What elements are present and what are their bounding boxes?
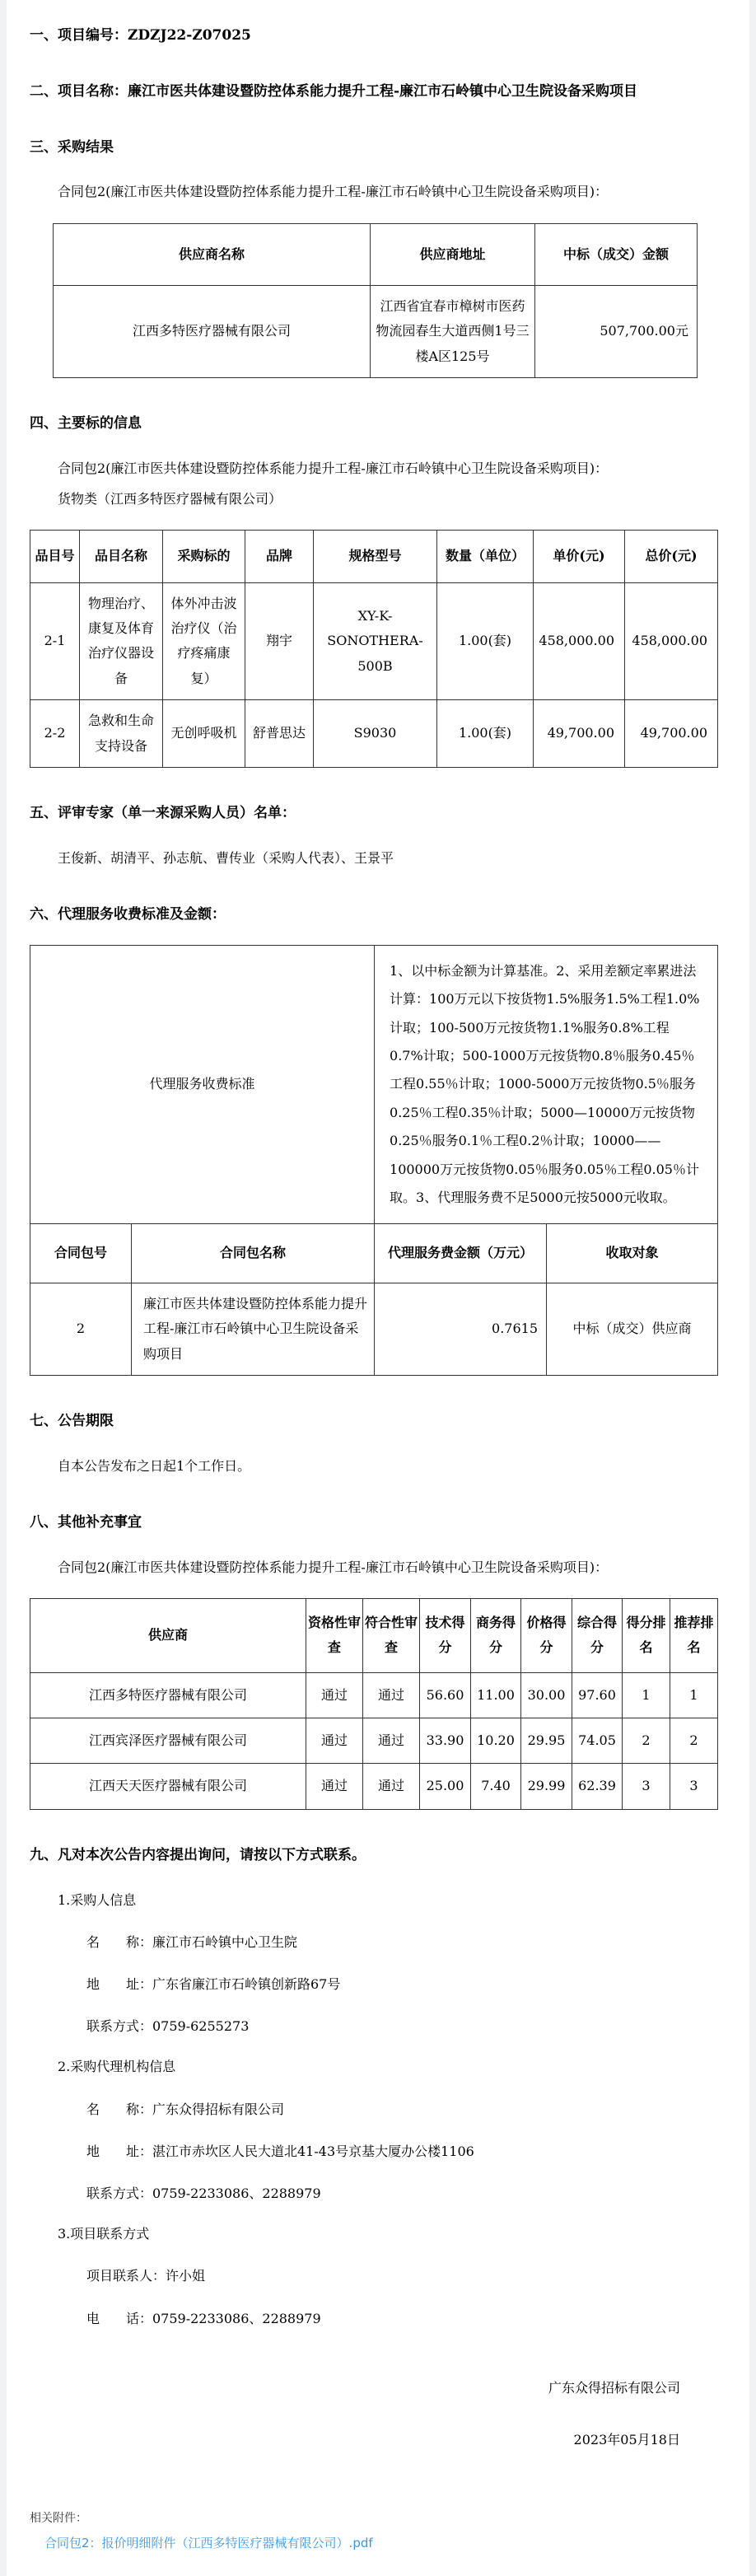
procurement-result-heading: 三、采购结果: [30, 138, 114, 156]
column-header: 规格型号: [314, 531, 437, 582]
item-name-cell: 急救和生命支持设备: [80, 700, 163, 768]
purchaser-contact: 联系方式：0759-6255273: [86, 2018, 250, 2035]
main-subject-heading: 四、主要标的信息: [30, 415, 142, 432]
column-header: 资格性审查: [306, 1598, 363, 1672]
agency-fee-table: [30, 945, 718, 1376]
procurement-result-intro: 合同包2(廉江市医共体建设暨防控体系能力提升工程-廉江市石岭镇中心卫生院设备采购项目)：: [58, 184, 609, 200]
conformity-cell: 通过: [363, 1672, 420, 1718]
qualification-cell: 通过: [306, 1764, 363, 1809]
total-score-cell: 62.39: [572, 1764, 623, 1809]
purchaser-address: 地 址：广东省廉江市石岭镇创新路67号: [86, 1976, 341, 1992]
tech-score-cell: 56.60: [420, 1672, 471, 1718]
table-row: [30, 1672, 718, 1718]
signature-date: 2023年05月18日: [573, 2431, 680, 2447]
column-header: 推荐排名: [670, 1598, 718, 1672]
brand-cell: 翔宇: [245, 582, 314, 700]
experts-heading: 五、评审专家（单一来源采购人员）名单：: [30, 805, 296, 822]
column-header: 总价(元): [625, 531, 718, 582]
price-score-cell: 29.95: [521, 1718, 572, 1764]
goods-category-line: 货物类（江西多特医疗器械有限公司）: [58, 491, 282, 507]
attachments-footer: [30, 2509, 726, 2551]
table-row: [54, 285, 698, 377]
supplier-name-cell: 江西多特医疗器械有限公司: [30, 1672, 306, 1718]
column-header: 收取对象: [547, 1224, 718, 1283]
announcement-period-body: 自本公告发布之日起1个工作日。: [58, 1457, 251, 1474]
agency-name: 名 称：广东众得招标有限公司: [86, 2101, 285, 2117]
experts-names: 王俊新、胡清平、孙志航、曹传业（采购人代表）、王景平: [58, 849, 394, 866]
recommend-rank-cell: 1: [670, 1672, 718, 1718]
column-header: 合同包号: [30, 1224, 132, 1283]
purchaser-info-title: 1.采购人信息: [58, 1891, 137, 1908]
supplier-name-cell: 江西多特医疗器械有限公司: [54, 285, 371, 377]
project-name-heading: 二、项目名称：廉江市医共体建设暨防控体系能力提升工程-廉江市石岭镇中心卫生院设备采购项目: [30, 82, 638, 100]
table-row: [30, 1283, 718, 1375]
fee-amount-cell: 0.7615: [375, 1283, 547, 1375]
column-header: 供应商: [30, 1598, 306, 1672]
column-header: 采购标的: [163, 531, 245, 582]
column-header: 代理服务费金额（万元）: [375, 1224, 547, 1283]
column-header: 符合性审查: [363, 1598, 420, 1672]
item-name-cell: 物理治疗、康复及体育治疗仪器设备: [80, 582, 163, 700]
table-header-row: [30, 531, 718, 582]
agency-address: 地 址：湛江市赤坎区人民大道北41-43号京基大厦办公楼1106: [86, 2143, 474, 2159]
table-row: [30, 1718, 718, 1764]
procurement-result-table: [53, 223, 698, 379]
column-header: 供应商名称: [54, 223, 371, 285]
column-header: 技术得分: [420, 1598, 471, 1672]
total-price-cell: 458,000.00: [625, 582, 718, 700]
conformity-cell: 通过: [363, 1764, 420, 1809]
table-header-row: [30, 1598, 718, 1672]
recommend-rank-cell: 2: [670, 1718, 718, 1764]
fee-standard-row: [30, 945, 718, 1224]
supplier-score-table: [30, 1598, 718, 1810]
column-header: 得分排名: [623, 1598, 670, 1672]
announcement-period-heading: 七、公告期限: [30, 1412, 114, 1429]
column-header: 供应商地址: [371, 223, 535, 285]
business-score-cell: 7.40: [471, 1764, 521, 1809]
column-header: 商务得分: [471, 1598, 521, 1672]
conformity-cell: 通过: [363, 1718, 420, 1764]
quantity-cell: 1.00(套): [437, 700, 534, 768]
column-header: 综合得分: [572, 1598, 623, 1672]
item-subject-cell: 无创呼吸机: [163, 700, 245, 768]
total-score-cell: 74.05: [572, 1718, 623, 1764]
package-name-cell: 廉江市医共体建设暨防控体系能力提升工程-廉江市石岭镇中心卫生院设备采购项目: [132, 1283, 375, 1375]
fee-payer-cell: 中标（成交）供应商: [547, 1283, 718, 1375]
total-price-cell: 49,700.00: [625, 700, 718, 768]
project-contact-title: 3.项目联系方式: [58, 2226, 150, 2242]
supplier-name-cell: 江西宾泽医疗器械有限公司: [30, 1718, 306, 1764]
project-contact-person: 项目联系人：许小姐: [86, 2268, 206, 2284]
column-header: 价格得分: [521, 1598, 572, 1672]
qualification-cell: 通过: [306, 1672, 363, 1718]
purchaser-name: 名 称：廉江市石岭镇中心卫生院: [86, 1933, 298, 1950]
column-header: 单价(元): [534, 531, 625, 582]
fee-standard-label: 代理服务收费标准: [30, 945, 375, 1224]
table-header-row: [30, 1224, 718, 1283]
brand-cell: 舒普思达: [245, 700, 314, 768]
project-number-heading: 一、项目编号：ZDZJ22-Z07025: [30, 27, 251, 44]
score-rank-cell: 1: [623, 1672, 670, 1718]
column-header: 品牌: [245, 531, 314, 582]
fee-standard-text: 1、以中标金额为计算基准。2、采用差额定率累进法计算：100万元以下按货物1.5%服务1.5%工程1.0%计取；100-500万元按货物1.1%服务0.8%工程0.7%计取；500-1000万元按货物0.8％服务0.45％工程0.55％计取；1000-5000万元按货物0.5％服务0.25％工程0.35％计取；5000—10000万元按货物0.25％服务0.1％工程0.2％计取；10000——100000万元按货物0.05％服务0.05％工程0.05％计取。3、代理服务费不足5000元按5000元收取。: [375, 945, 718, 1224]
column-header: 品目号: [30, 531, 80, 582]
business-score-cell: 10.20: [471, 1718, 521, 1764]
attachment-pdf-link[interactable]: 合同包2：报价明细附件（江西多特医疗器械有限公司）.pdf: [44, 2535, 373, 2550]
main-subject-intro: 合同包2(廉江市医共体建设暨防控体系能力提升工程-廉江市石岭镇中心卫生院设备采购项目)：: [58, 460, 609, 476]
item-no-cell: 2-1: [30, 582, 80, 700]
unit-price-cell: 458,000.00: [534, 582, 625, 700]
tech-score-cell: 33.90: [420, 1718, 471, 1764]
model-cell: S9030: [314, 700, 437, 768]
attachments-label: 相关附件：: [30, 2511, 87, 2525]
tech-score-cell: 25.00: [420, 1764, 471, 1809]
model-cell: XY-K-SONOTHERA-500B: [314, 582, 437, 700]
column-header: 合同包名称: [132, 1224, 375, 1283]
agency-fee-heading: 六、代理服务收费标准及金额：: [30, 906, 226, 923]
score-rank-cell: 2: [623, 1718, 670, 1764]
column-header: 中标（成交）金额: [535, 223, 698, 285]
table-row: [30, 1764, 718, 1809]
supplier-address-cell: 江西省宜春市樟树市医药物流园春生大道西侧1号三楼A区125号: [371, 285, 535, 377]
item-subject-cell: 体外冲击波治疗仪（治疗疼痛康复）: [163, 582, 245, 700]
items-table: [30, 530, 718, 768]
agency-contact: 联系方式：0759-2233086、2288979: [86, 2185, 321, 2201]
supplier-name-cell: 江西天天医疗器械有限公司: [30, 1764, 306, 1809]
quantity-cell: 1.00(套): [437, 582, 534, 700]
item-no-cell: 2-2: [30, 700, 80, 768]
package-no-cell: 2: [30, 1283, 132, 1375]
total-score-cell: 97.60: [572, 1672, 623, 1718]
signature-company: 广东众得招标有限公司: [548, 2379, 680, 2396]
table-row: [30, 582, 718, 700]
announcement-content: [7, 0, 749, 2576]
qualification-cell: 通过: [306, 1718, 363, 1764]
price-score-cell: 29.99: [521, 1764, 572, 1809]
unit-price-cell: 49,700.00: [534, 700, 625, 768]
other-matters-intro: 合同包2(廉江市医共体建设暨防控体系能力提升工程-廉江市石岭镇中心卫生院设备采购项目)：: [58, 1559, 609, 1575]
award-amount-cell: 507,700.00元: [535, 285, 698, 377]
agency-info-title: 2.采购代理机构信息: [58, 2059, 176, 2075]
project-contact-phone: 电 话：0759-2233086、2288979: [86, 2310, 321, 2326]
column-header: 数量（单位）: [437, 531, 534, 582]
price-score-cell: 30.00: [521, 1672, 572, 1718]
contact-heading: 九、凡对本次公告内容提出询问，请按以下方式联系。: [30, 1846, 366, 1863]
business-score-cell: 11.00: [471, 1672, 521, 1718]
table-header-row: [54, 223, 698, 285]
table-row: [30, 700, 718, 768]
column-header: 品目名称: [80, 531, 163, 582]
recommend-rank-cell: 3: [670, 1764, 718, 1809]
other-matters-heading: 八、其他补充事宜: [30, 1513, 142, 1531]
score-rank-cell: 3: [623, 1764, 670, 1809]
